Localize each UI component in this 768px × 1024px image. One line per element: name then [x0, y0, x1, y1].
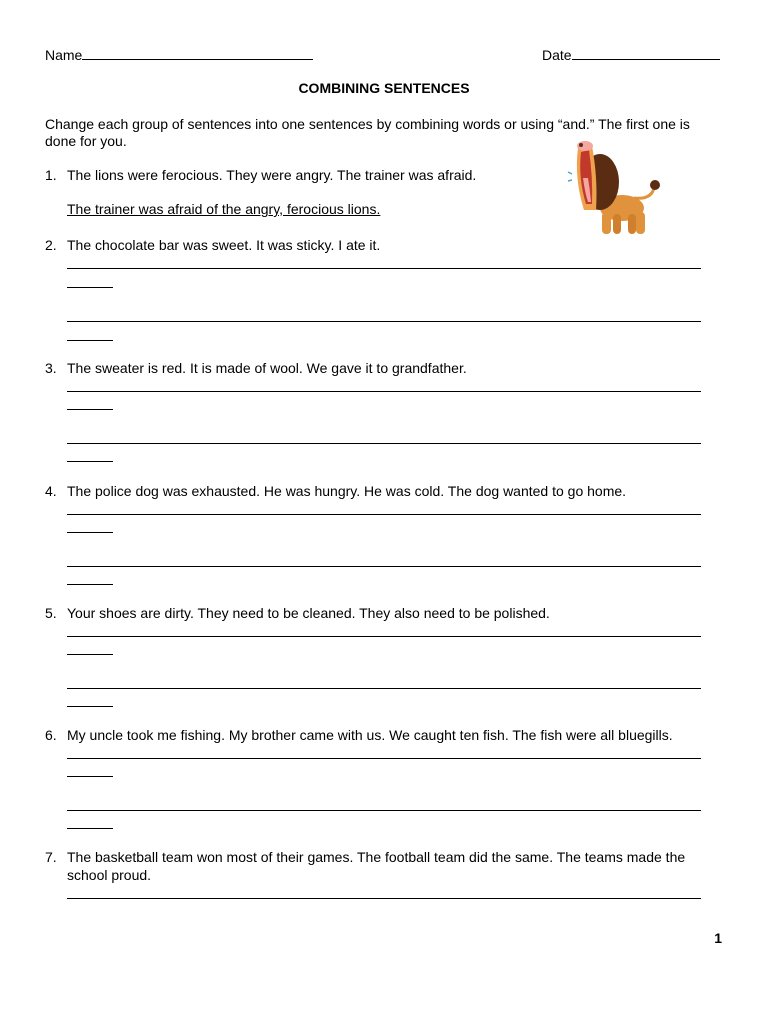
date-blank-line[interactable]: [572, 45, 720, 60]
answer-line[interactable]: [67, 268, 701, 269]
answer-line[interactable]: [67, 443, 701, 444]
answer-line[interactable]: [67, 584, 113, 585]
answer-line[interactable]: [67, 566, 701, 567]
question-text: The lions were ferocious. They were angry. The trainer was afraid.: [67, 167, 477, 183]
answer-line[interactable]: [67, 321, 701, 322]
answer-line[interactable]: [67, 898, 701, 899]
example-answer: The trainer was afraid of the angry, ferocious lions.: [67, 201, 381, 217]
question-number: 4.: [45, 483, 57, 499]
answer-line[interactable]: [67, 654, 113, 655]
question-number: 1.: [45, 167, 57, 183]
roaring-lion-icon: [566, 138, 666, 240]
page-number: 1: [714, 930, 722, 946]
date-field[interactable]: [542, 45, 720, 63]
answer-line[interactable]: [67, 636, 701, 637]
question-text: The chocolate bar was sweet. It was sticky. I ate it.: [67, 237, 381, 253]
name-field[interactable]: [45, 45, 313, 63]
answer-line[interactable]: [67, 340, 113, 341]
answer-line[interactable]: [67, 391, 701, 392]
question-text: The sweater is red. It is made of wool. We gave it to grandfather.: [67, 360, 467, 376]
answer-line[interactable]: [67, 758, 701, 759]
name-blank-line[interactable]: [82, 45, 313, 60]
answer-line[interactable]: [67, 706, 113, 707]
answer-line[interactable]: [67, 461, 113, 462]
answer-line[interactable]: [67, 532, 113, 533]
answer-line[interactable]: [67, 810, 701, 811]
answer-line[interactable]: [67, 409, 113, 410]
answer-line[interactable]: [67, 514, 701, 515]
answer-line[interactable]: [67, 287, 113, 288]
answer-line[interactable]: [67, 688, 701, 689]
question-number: 7.: [45, 849, 57, 865]
question-text: The basketball team won most of their games. The football team did the same. The teams made the school proud.: [67, 849, 686, 883]
date-label: Date: [542, 47, 572, 63]
worksheet-title: COMBINING SENTENCES: [298, 80, 470, 96]
instructions: Change each group of sentences into one sentences by combining words or using “and.” The first one is done for you.: [45, 116, 690, 149]
question-number: 6.: [45, 727, 57, 743]
question-text: The police dog was exhausted. He was hungry. He was cold. The dog wanted to go home.: [67, 483, 627, 499]
question-text: My uncle took me fishing. My brother came with us. We caught ten fish. The fish were all bluegills.: [67, 727, 673, 743]
answer-line[interactable]: [67, 776, 113, 777]
question-number: 3.: [45, 360, 57, 376]
name-label: Name: [45, 47, 83, 63]
question-number: 5.: [45, 605, 57, 621]
answer-line[interactable]: [67, 828, 113, 829]
question-number: 2.: [45, 237, 57, 253]
question-text: Your shoes are dirty. They need to be cleaned. They also need to be polished.: [67, 605, 550, 621]
